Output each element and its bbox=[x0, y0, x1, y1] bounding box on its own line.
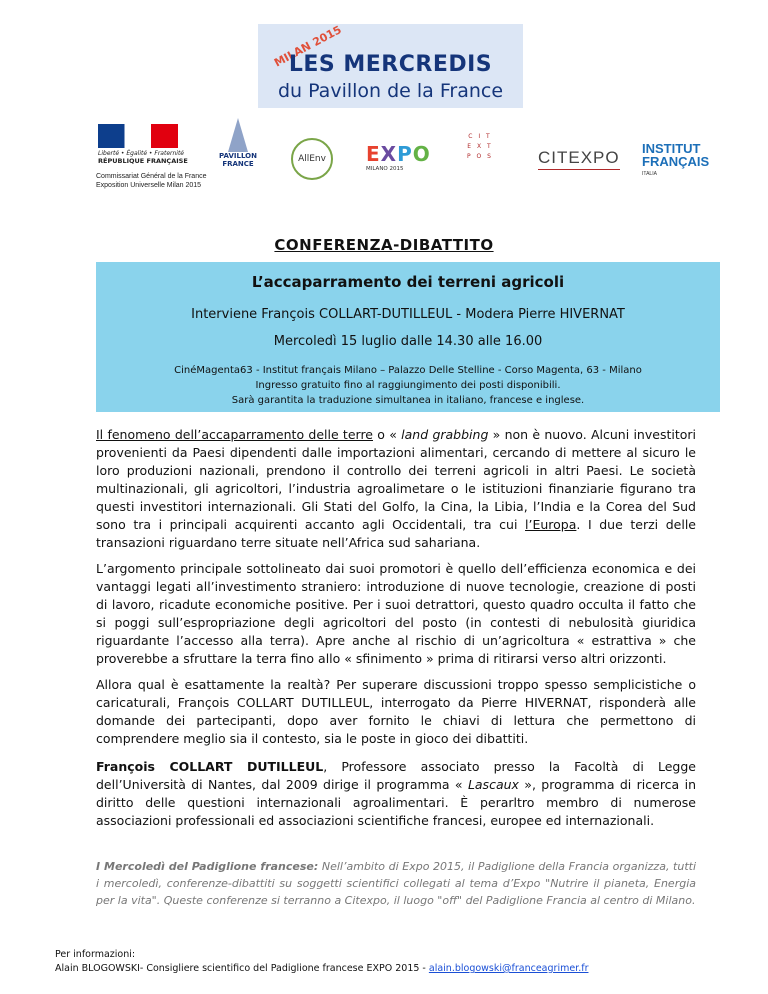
banner-milan-arc: MILAN 2015 bbox=[272, 23, 344, 70]
pavillon-label: PAVILLON bbox=[219, 152, 257, 160]
expo-subtitle: MILANO 2015 bbox=[366, 166, 404, 172]
event-speakers: Interviene François COLLART-DUTILLEUL - Modera Pierre HIVERNAT bbox=[191, 307, 625, 322]
institut-francais-logo: INSTITUT FRANÇAIS ITALIA bbox=[642, 141, 710, 177]
paragraph-intro: Il fenomeno dell’accaparramento delle terre o « land grabbing » non è nuovo. Alcuni investitori provenienti da Paesi dipendenti dalle importazioni alimentari, cercando di mettere al sicuro le loro produzioni nazionali, prendono il controllo dei terreni agricoli in altri Paesi. Le società multinazionali, gli agricoltori, l’industria agroalimetare o le istituzioni finanziarie figurano tra questi investitori internazionali. Gli Stati del Golfo, la Cina, la Libia, l’India e la Corea del Sud sono tra i principali acquirenti accanto agli Occidentali, tra cui l’Europa. I due terzi delle transazioni riguardano terre situate nell’Africa sud sahariana. bbox=[96, 427, 696, 550]
paragraph-arguments: L’argomento principale sottolineato dai suoi promotori è quello dell’efficienza economica e dei vantaggi legati all’investimento straniero: introduzione di nuove tecnologie, creazione di posti di lavoro, ricadute economiche positive. Per i suoi detrattori, questo quadro occulta il fatto che si poggi sull’espropriazione degli agricoltori del posto (in contesti di nebulosità giuridica riguardante l’accesso alla terra). Apre anche al rischio di un’agricoltura « estrattiva » che proverebbe a sfruttare la terra fino allo « sfinimento » prima di ritirarsi verso altri orizzonti. bbox=[96, 561, 696, 666]
republique-francaise-logo bbox=[98, 124, 188, 165]
event-location: CinéMagenta63 - Institut français Milano – Palazzo Delle Stelline - Corso Magenta, 63 - Milano Ingresso gratuito fino al raggiungimento dei posti disponibili. Sarà garantita la traduzione simultanea in italiano, francese e inglese. bbox=[174, 365, 642, 406]
contact-email-link[interactable]: alain.blogowski@franceagrimer.fr bbox=[428, 963, 589, 974]
page-heading: CONFERENZA-DIBATTITO bbox=[274, 236, 494, 254]
banner-subtitle: du Pavillon de la France bbox=[277, 80, 504, 102]
paragraph-speaker-bio: François COLLART DUTILLEUL, Professore associato presso la Facoltà di Legge dell’Università di Nantes, dal 2009 dirige il programma « Lascaux », programma di ricerca in diritto delle questioni internazionali agroalimentari. È perarltro membro di numerose associazioni professionali ed associazioni scientifiche francesi, europee ed internazionali. bbox=[96, 759, 696, 828]
contact-info: Per informazioni: Alain BLOGOWSKI- Consigliere scientifico del Padiglione francese EXPO 2015 - alain.blogowski@franceagrimer.fr bbox=[55, 949, 589, 974]
event-datetime: Mercoledì 15 luglio dalle 14.30 alle 16.00 bbox=[273, 334, 543, 349]
expo-milano-logo bbox=[366, 142, 432, 172]
paragraph-debate: Allora qual è esattamente la realtà? Per superare discussioni troppo spesso semplicistiche o caricaturali, François COLLART DUTILLEUL, interrogato da Pierre HIVERNAT, risponderà alle domande dei partecipanti, dopo aver fornito le chiavi di lettura che permettono di comprendere meglio sia il contesto, sia le poste in gioco dei dibattiti. bbox=[96, 677, 696, 746]
event-title: L’accaparramento dei terreni agricoli bbox=[251, 273, 565, 291]
cit-ext-pos-logo: C I T E X T P O S bbox=[467, 133, 493, 160]
france-label: FRANCE bbox=[222, 160, 254, 168]
banner-les-mercredis bbox=[258, 24, 523, 108]
rf-motto: Liberté • Égalité • Fraternité bbox=[98, 150, 185, 157]
citexpo-logo: CITEXPO bbox=[538, 148, 620, 170]
commissariat-caption: Commissariat Général de la France Exposition Universelle Milan 2015 bbox=[96, 173, 207, 189]
rf-name: RÉPUBLIQUE FRANÇAISE bbox=[98, 157, 188, 165]
allenv-logo: AllEnv bbox=[291, 138, 333, 180]
event-info-box bbox=[96, 262, 720, 412]
banner-title: LES MERCREDIS bbox=[288, 52, 493, 77]
expo-wordmark: EXPO bbox=[366, 142, 431, 166]
footer-note: I Mercoledì del Padiglione francese: Nell’ambito di Expo 2015, il Padiglione della Francia organizza, tutti i mercoledì, conferenze-dibattiti su soggetti scientifici collegati al tema d’Expo "Nutrire il pianeta, Energia per la vita". Queste conferenze si terranno a Citexpo, il luogo "off" del Padiglione Francia al centro di Milano. bbox=[96, 860, 697, 907]
pavillon-france-logo bbox=[218, 118, 258, 182]
eiffel-tower-icon bbox=[228, 118, 248, 152]
marianne-flag-icon bbox=[98, 124, 178, 148]
